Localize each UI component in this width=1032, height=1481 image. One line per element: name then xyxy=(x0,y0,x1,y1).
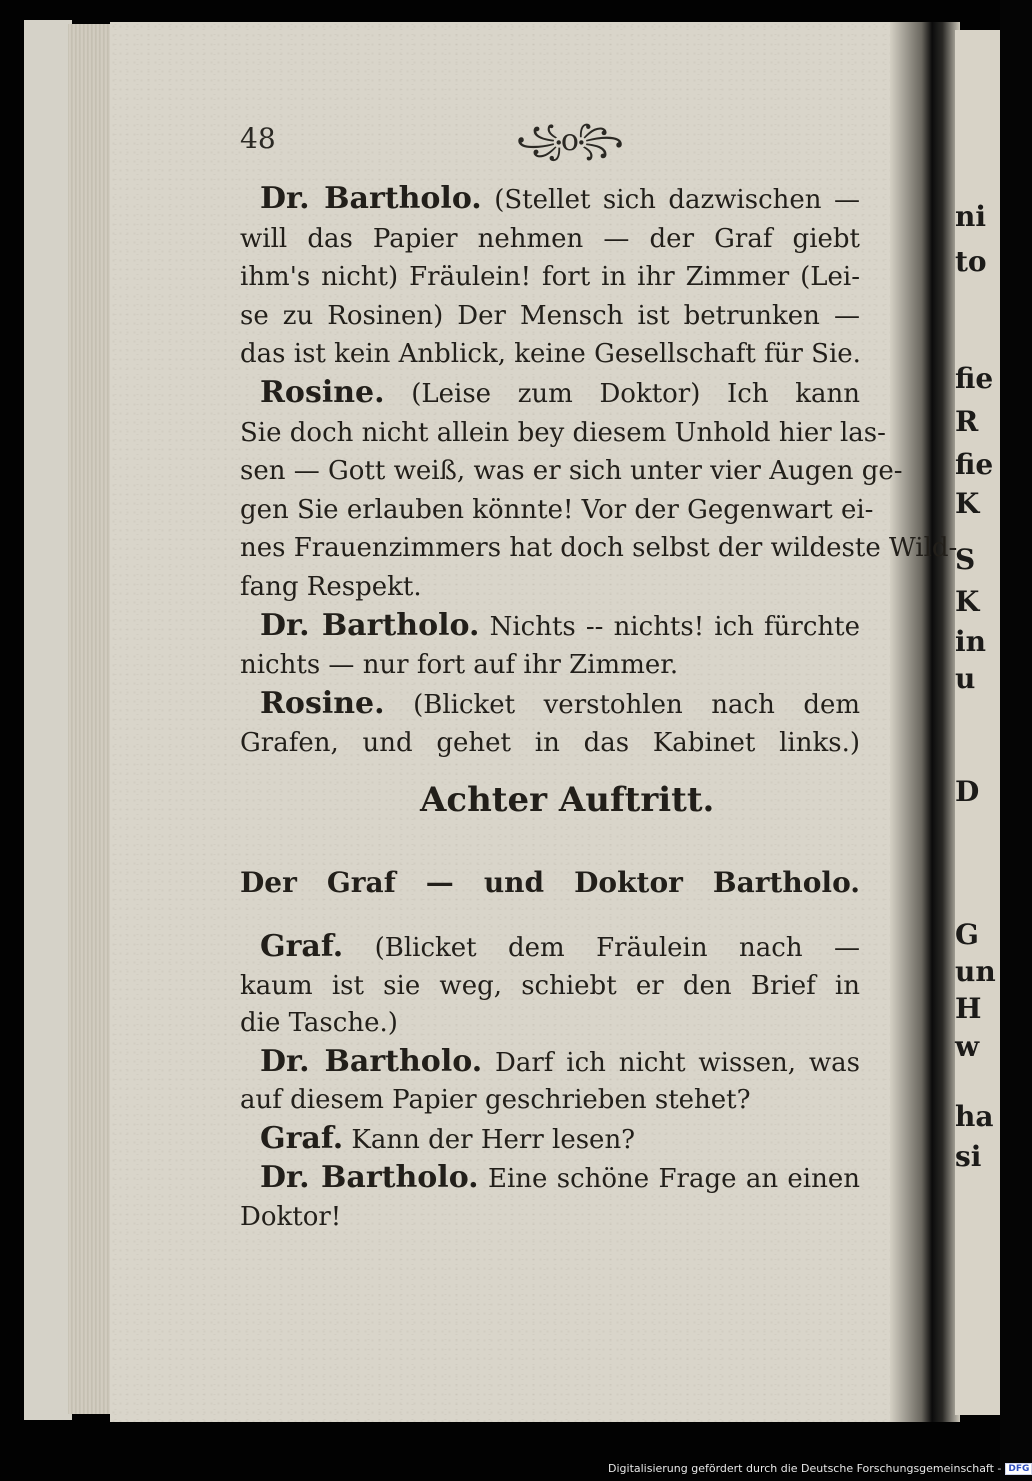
line-text: nichts — nur fort auf ihr Zimmer. xyxy=(240,650,679,681)
text-block-2 xyxy=(240,928,860,1236)
text-line xyxy=(240,968,860,1006)
speaker-name: Graf. xyxy=(260,1120,344,1156)
facing-page-fragment: in xyxy=(955,625,986,658)
scene-heading: Achter Auftritt. xyxy=(420,780,715,820)
line-text: das ist kein Anblick, keine Gesellschaft für Sie. xyxy=(240,339,861,370)
facing-page-fragment: R xyxy=(955,405,979,438)
line-text: nes Frauenzimmers hat doch selbst der wildeste Wild- xyxy=(240,533,958,564)
facing-page-fragment: u xyxy=(955,662,976,695)
text-line xyxy=(240,529,958,568)
line-text: Eine schöne Frage an einen xyxy=(478,1164,861,1194)
dfg-logo: DFG xyxy=(1005,1463,1032,1475)
text-line xyxy=(240,491,874,530)
facing-page-fragment: ni xyxy=(955,200,986,233)
text-line xyxy=(240,1120,860,1160)
facing-page-fragment: G xyxy=(955,918,979,951)
text-line xyxy=(240,374,860,414)
facing-page-fragment: fie xyxy=(955,448,994,481)
text-line xyxy=(240,258,860,297)
text-line xyxy=(240,1199,860,1237)
line-text: (Stellet sich dazwischen — xyxy=(481,185,860,215)
speaker-name: Rosine. xyxy=(260,374,385,410)
line-text: kaum ist sie weg, schiebt er den Brief in xyxy=(240,970,860,1001)
text-line xyxy=(240,297,860,336)
text-line xyxy=(240,452,903,491)
scene-cast: Der Graf — und Doktor Bartholo. xyxy=(240,866,860,899)
line-text: (Blicket dem Fräulein nach — xyxy=(343,933,860,963)
text-line xyxy=(240,724,860,763)
text-line xyxy=(240,1043,860,1083)
speaker-name: Dr. Bartholo. xyxy=(260,607,480,643)
line-text: Kann der Herr lesen? xyxy=(343,1124,636,1155)
header-ornament: ꧁o꧂ xyxy=(516,123,622,158)
line-text: Nichts -- nichts! ich fürchte xyxy=(479,611,860,642)
speaker-name: Dr. Bartholo. xyxy=(260,1043,483,1079)
text-line xyxy=(240,928,860,968)
line-text: se zu Rosinen) Der Mensch ist betrunken — xyxy=(240,300,860,331)
facing-page-fragment: un xyxy=(955,955,996,988)
line-text: fang Respekt. xyxy=(240,571,422,602)
line-text: Doktor! xyxy=(240,1201,342,1232)
text-line xyxy=(240,180,860,220)
text-line xyxy=(240,685,860,725)
speaker-name: Dr. Bartholo. xyxy=(260,181,482,216)
line-text: auf diesem Papier geschrieben stehet? xyxy=(240,1085,751,1115)
speaker-name: Rosine. xyxy=(260,685,385,721)
line-text: sen — Gott weiß, was er sich unter vier Augen ge- xyxy=(240,456,903,487)
facing-page-fragment: to xyxy=(955,245,987,278)
text-line xyxy=(240,1005,860,1043)
speaker-name: Dr. Bartholo. xyxy=(260,1160,479,1195)
facing-page-fragment: D xyxy=(955,775,980,808)
text-line xyxy=(240,1159,860,1199)
text-line xyxy=(240,568,860,607)
page-number: 48 xyxy=(240,122,276,155)
text-line xyxy=(240,335,860,374)
line-text: (Leise zum Doktor) Ich kann xyxy=(384,378,860,409)
text-line xyxy=(240,1082,860,1120)
text-line xyxy=(240,414,886,453)
text-line xyxy=(240,646,860,685)
line-text: gen Sie erlauben könnte! Vor der Gegenwart ei- xyxy=(240,494,874,525)
facing-page-fragment: K xyxy=(955,585,980,618)
line-text: (Blicket verstohlen nach dem xyxy=(384,689,860,720)
facing-page-fragment: fie xyxy=(955,362,994,395)
text-block-1 xyxy=(240,180,958,763)
line-text: ihm's nicht) Fräulein! fort in ihr Zimmer (Lei- xyxy=(240,262,860,293)
gray-card xyxy=(24,20,72,1420)
line-text: Darf ich nicht wissen, was xyxy=(482,1047,860,1078)
speaker-name: Graf. xyxy=(260,929,344,964)
text-line xyxy=(240,607,860,647)
line-text: will das Papier nehmen — der Graf giebt xyxy=(240,223,860,254)
line-text: Sie doch nicht allein bey diesem Unhold hier las- xyxy=(240,417,886,448)
line-text: Grafen, und gehet in das Kabinet links.) xyxy=(240,728,860,759)
facing-page-fragment: H xyxy=(955,992,982,1025)
footer xyxy=(608,1462,1032,1475)
footer-text: Digitalisierung gefördert durch die Deutsche Forschungsgemeinschaft - xyxy=(608,1462,1002,1475)
facing-page-fragment: ha xyxy=(955,1100,994,1133)
facing-page xyxy=(955,30,1000,1415)
line-text: die Tasche.) xyxy=(240,1008,398,1038)
facing-page-fragment: w xyxy=(955,1030,980,1063)
book-gutter xyxy=(890,22,960,1422)
facing-page-fragment: S xyxy=(955,543,976,576)
text-line xyxy=(240,220,860,259)
facing-page-fragment: si xyxy=(955,1140,982,1173)
facing-page-fragment: K xyxy=(955,487,980,520)
